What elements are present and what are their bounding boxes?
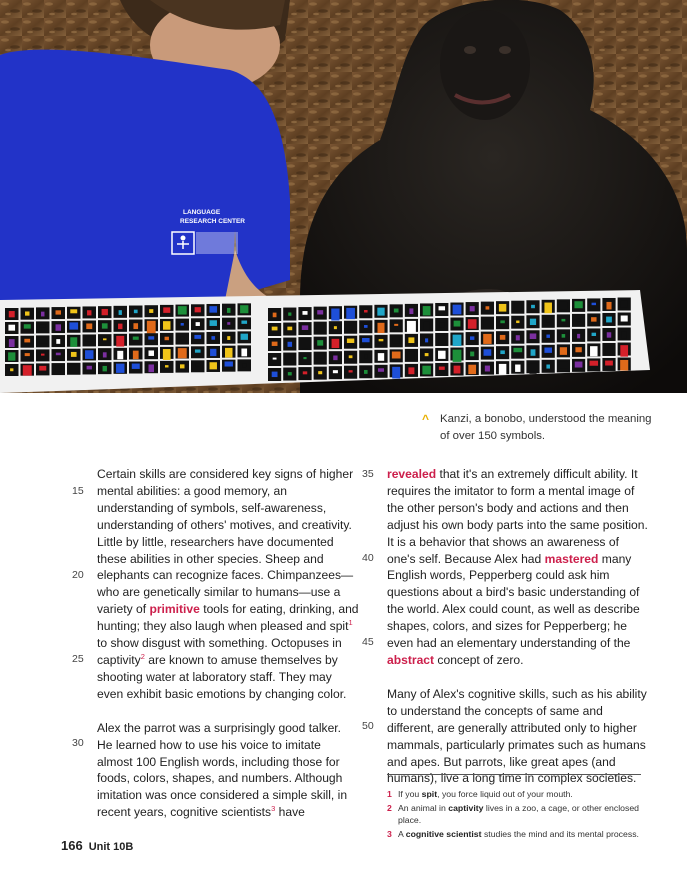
lexigram-symbol — [288, 342, 293, 347]
vocabulary-word: revealed — [387, 467, 437, 481]
lexigram-symbol — [423, 306, 431, 315]
lexigram-symbol — [439, 322, 444, 327]
lexigram-symbol — [516, 321, 519, 324]
lexigram-symbol — [621, 315, 628, 321]
lexigram-symbol — [302, 311, 307, 315]
lexigram-symbol — [377, 323, 384, 333]
lexigram-symbol — [333, 370, 338, 373]
lexigram-symbol — [546, 320, 550, 323]
svg-text:LANGUAGE: LANGUAGE — [183, 209, 221, 216]
lexigram-symbol — [425, 353, 429, 356]
lexigram-symbol — [606, 317, 612, 323]
lexigram-symbol — [438, 351, 446, 359]
lexigram-symbol — [364, 370, 368, 374]
lexigram-symbol — [346, 308, 355, 319]
lexigram-symbol — [195, 307, 201, 312]
lexigram-symbol — [362, 338, 370, 342]
lexigram-symbol — [227, 322, 230, 325]
lexigram-symbol — [317, 325, 324, 332]
lexigram-symbol — [531, 349, 536, 355]
lexigram-symbol — [529, 363, 536, 374]
lexigram-symbol — [273, 313, 277, 318]
lexigram-symbol — [454, 366, 461, 374]
lexigram-symbol — [69, 322, 78, 329]
lexigram-symbol — [530, 333, 537, 339]
lexigram-symbol — [621, 301, 628, 308]
lexigram-symbol — [546, 335, 550, 338]
lexigram-symbol — [394, 309, 399, 313]
lexigram-symbol — [408, 337, 414, 343]
lexigram-symbol — [622, 331, 627, 338]
lexigram-symbol — [24, 339, 30, 343]
lexigram-symbol — [134, 310, 138, 314]
photo-caption — [422, 411, 662, 445]
lexigram-symbol — [590, 361, 599, 366]
lexigram-symbol — [468, 319, 477, 329]
lexigram-symbol — [56, 310, 61, 314]
lexigram-symbol — [210, 362, 217, 369]
page-number: 166 — [61, 838, 83, 853]
vocabulary-word: primitive — [149, 602, 200, 617]
lexigram-symbol — [195, 349, 201, 352]
lexigram-symbol — [423, 322, 429, 331]
lexigram-symbol — [605, 361, 613, 366]
lexigram-symbol — [272, 372, 278, 377]
article-left-column — [97, 466, 359, 821]
lexigram-symbol — [606, 302, 611, 310]
lexigram-symbol — [133, 337, 139, 340]
lexigram-symbol — [40, 325, 46, 328]
lexigram-symbol — [288, 372, 292, 375]
lexigram-symbol — [318, 371, 322, 374]
lexigram-symbol — [102, 323, 108, 328]
lexigram-symbol — [500, 350, 504, 354]
lexigram-symbol — [590, 346, 598, 356]
lexigram-symbol — [349, 355, 353, 358]
lexigram-symbol — [439, 306, 446, 310]
footnote-term: spit — [421, 789, 438, 799]
lexigram-symbol — [378, 353, 384, 361]
lexigram-symbol — [316, 354, 325, 359]
lexigram-symbol — [394, 324, 398, 326]
lexigram-symbol — [133, 323, 138, 329]
lexigram-symbol — [103, 352, 107, 357]
lexigram-symbol — [544, 348, 552, 353]
lexigram-symbol — [499, 304, 506, 312]
lexigram-symbol — [379, 339, 384, 341]
lexigram-symbol — [484, 349, 492, 356]
lexigram-symbol — [470, 352, 474, 357]
lexigram-symbol — [349, 326, 352, 329]
lexigram-symbol — [85, 336, 93, 341]
paragraph: Many of Alex's cognitive skills, such as his ability to understand the concepts of same and different, are generally attributed only to higher mammals, particularly primates such as humans and apes. But parrots, like great apes (and humans), live a long time in complex societies. — [387, 686, 647, 786]
lexigram-symbol — [559, 361, 568, 368]
lexigram-symbol — [210, 320, 217, 326]
lexigram-board — [5, 298, 631, 381]
lexigram-symbol — [178, 348, 187, 358]
lexigram-symbol — [453, 305, 462, 315]
lexigram-symbol — [364, 325, 368, 328]
lexigram-symbol — [210, 349, 216, 356]
lexigram-symbol — [133, 351, 139, 359]
lexigram-symbol — [119, 310, 122, 315]
lexigram-symbol — [470, 336, 474, 340]
lexigram-symbol — [334, 326, 337, 329]
lexigram-symbol — [41, 312, 44, 317]
footnote-ref: 1 — [348, 618, 353, 628]
lexigram-symbol — [195, 364, 200, 367]
lexigram-symbol — [240, 305, 248, 313]
lexigram-symbol — [70, 309, 77, 313]
footnote-ref: 2 — [140, 651, 145, 661]
bonobo-photo-illustration — [0, 0, 687, 393]
lexigram-symbol — [25, 353, 30, 356]
lexigram-symbol — [163, 307, 170, 312]
caption-text: Kanzi, a bonobo, understood the meaning of over 150 symbols. — [440, 413, 652, 442]
lexigram-symbol — [453, 350, 462, 362]
lexigram-symbol — [392, 352, 401, 359]
lexigram-symbol — [546, 365, 550, 369]
lexigram-symbol — [272, 327, 278, 331]
lexigram-symbol — [454, 321, 461, 327]
lexigram-symbol — [500, 335, 505, 340]
line-number: 35 — [362, 468, 374, 480]
lexigram-symbol — [87, 366, 92, 370]
lexigram-symbol — [364, 310, 368, 312]
lexigram-symbol — [116, 336, 124, 347]
footnote: 2 An animal in captivity lives in a zoo, a cage, or other enclosed place. — [387, 803, 639, 825]
lexigram-symbol — [70, 337, 77, 347]
lexigram-symbol — [196, 322, 200, 326]
lexigram-symbol — [149, 309, 153, 313]
lexigram-symbol — [620, 345, 628, 357]
lexigram-symbol — [117, 351, 123, 359]
lexigram-symbol — [180, 337, 184, 340]
lexigram-symbol — [241, 321, 247, 324]
lexigram-symbol — [69, 364, 78, 373]
lexigram-symbol — [103, 366, 107, 371]
lexigram-symbol — [392, 367, 400, 379]
lexigram-symbol — [8, 352, 15, 360]
unit-label: Unit 10B — [88, 841, 134, 853]
lexigram-symbol — [453, 335, 462, 346]
footnote: 3 A cognitive scientist studies the mind and its mental process. — [387, 829, 639, 839]
lexigram-symbol — [241, 349, 247, 357]
line-number: 50 — [362, 720, 374, 732]
lexigram-symbol — [209, 306, 217, 313]
lexigram-symbol — [9, 311, 15, 317]
lexigram-symbol — [225, 361, 233, 366]
lexigram-symbol — [163, 321, 170, 330]
lexigram-symbol — [165, 365, 169, 367]
paragraph: Alex the parrot was a surprisingly good talker. He learned how to use his voice to imitate almost 100 English words, including those for foods, colors, shapes, and numbers. Although imitation was once considered a simple skill, in recent years, cognitive scientists$^3$ have — [97, 720, 348, 820]
line-number: 20 — [72, 569, 84, 581]
lexigram-symbol — [605, 346, 612, 354]
lexigram-symbol — [303, 371, 307, 374]
lexigram-symbol — [422, 366, 430, 375]
lexigram-symbol — [438, 336, 445, 345]
line-number: 15 — [72, 485, 84, 497]
lexigram-symbol — [180, 364, 185, 368]
lexigram-symbol — [470, 306, 475, 311]
lexigram-symbol — [592, 333, 596, 336]
lexigram-symbol — [516, 335, 520, 340]
caret-up-icon: ^ — [422, 412, 430, 426]
lexigram-symbol — [194, 335, 201, 339]
lexigram-symbol — [9, 339, 15, 347]
footnote-ref: 3 — [271, 804, 276, 814]
lexigram-symbol — [24, 324, 31, 328]
lexigram-symbol — [288, 312, 291, 315]
footnote-term: cognitive scientist — [405, 829, 482, 839]
lexigram-symbol — [227, 308, 230, 313]
footnote-term: captivity — [448, 803, 484, 813]
lexigram-symbol — [347, 339, 354, 343]
lexigram-symbol — [25, 311, 29, 315]
lexigram-symbol — [408, 352, 415, 360]
lexigram-symbol — [561, 319, 565, 321]
footnote: 1 If you spit, you force liquid out of your mouth. — [387, 789, 573, 799]
lexigram-symbol — [147, 321, 156, 334]
lexigram-symbol — [178, 306, 187, 314]
lexigram-symbol — [56, 353, 61, 356]
lexigram-symbol — [23, 365, 32, 375]
lexigram-symbol — [241, 334, 248, 340]
vocabulary-word: mastered — [544, 551, 599, 566]
lexigram-symbol — [148, 336, 154, 339]
lexigram-symbol — [116, 364, 124, 373]
lexigram-symbol — [515, 365, 520, 372]
lexigram-symbol — [514, 304, 521, 310]
lexigram-symbol — [41, 354, 44, 356]
lexigram-symbol — [513, 348, 522, 352]
lexigram-symbol — [574, 301, 582, 308]
lexigram-symbol — [181, 323, 184, 326]
vocabulary-word: abstract — [387, 652, 435, 667]
lexigram-symbol — [272, 342, 278, 346]
lexigram-symbol — [103, 338, 106, 340]
lexigram-symbol — [425, 338, 428, 342]
lexigram-symbol — [10, 368, 13, 371]
lexigram-symbol — [287, 327, 292, 331]
lexigram-symbol — [592, 303, 596, 305]
lexigram-symbol — [303, 357, 306, 359]
line-number: 25 — [72, 653, 84, 665]
lexigram-symbol — [242, 363, 246, 367]
lexigram-symbol — [577, 319, 581, 322]
line-number: 45 — [362, 636, 374, 648]
svg-text:RESEARCH CENTER: RESEARCH CENTER — [180, 218, 246, 225]
lexigram-symbol — [607, 332, 611, 337]
paragraph: revealed that it's an extremely difficult ability. It requires the imitator to form a mental image of the other person's body and actions and then adjust his own body parts into the same position. It is a behavior that shows an awareness of one's self. Because Alex had mastered many English words, Pepperberg could ask him questions about a bird's basic understanding of the world. Alex could count, as well as describe shapes, colors, and sizes for Pepperberg; he even had an elementary understanding of the abstract concept of zero. — [387, 467, 648, 667]
lexigram-symbol — [317, 310, 323, 314]
lexigram-symbol — [85, 350, 93, 359]
lexigram-symbol — [149, 350, 154, 355]
lexigram-symbol — [500, 320, 504, 323]
lexigram-symbol — [102, 309, 108, 315]
lexigram-symbol — [486, 306, 490, 309]
lexigram-symbol — [577, 334, 580, 338]
lexigram-symbol — [317, 340, 323, 345]
lexigram-symbol — [273, 358, 277, 360]
lexigram-symbol — [8, 325, 15, 331]
lexigram-symbol — [485, 366, 490, 372]
article-right-column — [387, 466, 649, 787]
lexigram-symbol — [562, 334, 566, 338]
lexigram-symbol — [211, 336, 215, 340]
lexigram-symbol — [409, 308, 413, 314]
lexigram-symbol — [530, 319, 536, 325]
lexigram-symbol — [483, 334, 491, 344]
lexigram-symbol — [332, 339, 340, 348]
lexigram-symbol — [165, 337, 169, 340]
footnote-divider — [387, 774, 641, 775]
lexigram-symbol — [377, 308, 384, 316]
lexigram-symbol — [468, 365, 476, 374]
lexigram-symbol — [575, 347, 581, 352]
lexigram-symbol — [560, 347, 567, 355]
lexigram-symbol — [56, 324, 61, 330]
lexigram-symbol — [71, 352, 77, 357]
paragraph: Certain skills are considered key signs of higher mental abilities: a good memory, an understanding of symbols, self-awareness, understanding of others' motives, and creativity. Little by little, researchers have documented these abilities in other species. Sheep and elephants can recognize faces. Chimpanzees—who are genetically similar to humans—use a variety of primitive tools for eating, drinking, and hunting; they also laugh when pleased and spit$^1$ to show disgust with something. Octopuses in captivity$^2$ are known to amuse themselves by shooting water at laboratory staff. They may even exhibit basic emotions by changing color. — [97, 467, 359, 701]
lexigram-symbol — [86, 323, 92, 329]
lexigram-symbol — [499, 364, 507, 375]
lexigram-symbol — [591, 317, 596, 321]
line-number: 30 — [72, 737, 84, 749]
lexigram-symbol — [575, 362, 583, 368]
lexigram-symbol — [163, 349, 171, 360]
lexigram-symbol — [544, 303, 552, 314]
lexigram-symbol — [225, 348, 233, 358]
lexigram-symbol — [378, 368, 384, 372]
lexigram-symbol — [132, 364, 140, 369]
lexigram-symbol — [331, 309, 339, 321]
lexigram-symbol — [484, 320, 491, 329]
lexigram-symbol — [302, 341, 308, 349]
lexigram-symbol — [55, 366, 61, 371]
lexigram-symbol — [227, 336, 230, 340]
lexigram-symbol — [559, 302, 567, 310]
lexigram-symbol — [531, 305, 535, 308]
lexigram-symbol — [39, 337, 47, 343]
lexigram-symbol — [349, 370, 353, 372]
line-number: 40 — [362, 552, 374, 564]
lexigram-symbol — [302, 325, 308, 330]
lexigram-symbol — [39, 366, 46, 371]
lexigram-symbol — [87, 310, 91, 315]
lexigram-symbol — [56, 339, 60, 344]
lexigram-symbol — [620, 360, 628, 371]
lexigram-symbol — [407, 321, 416, 333]
lexigram-symbol — [333, 355, 337, 360]
page-folio — [61, 838, 133, 853]
lexigram-symbol — [286, 355, 294, 364]
lexigram-symbol — [408, 367, 414, 374]
lexigram-symbol — [148, 364, 154, 372]
lexigram-symbol — [393, 337, 400, 343]
lexigram-symbol — [439, 367, 445, 370]
hero-photo — [0, 0, 687, 393]
lexigram-symbol — [364, 355, 368, 359]
lexigram-symbol — [118, 324, 122, 329]
